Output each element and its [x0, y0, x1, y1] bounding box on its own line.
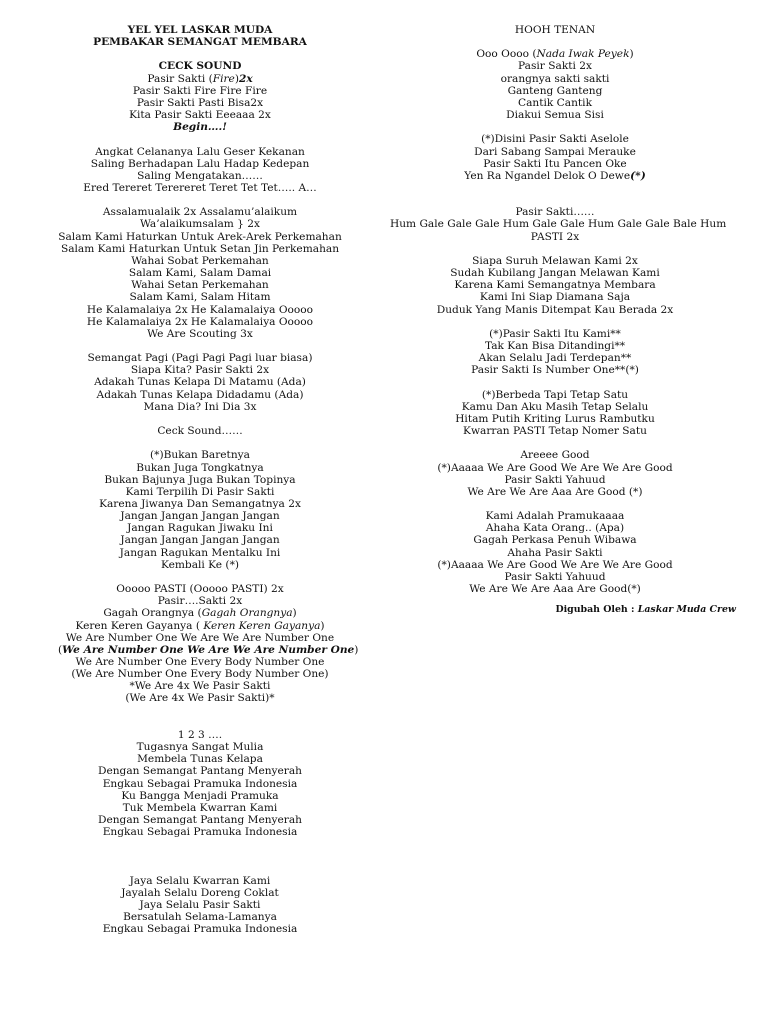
lyric-line: (We Are Number One We Are We Are Number One) [58, 643, 359, 656]
lyric-line: Dengan Semangat Pantang Menyerah [97, 765, 303, 778]
lyric-line: Tak Kan Bisa Ditandingi** [484, 339, 626, 352]
lyric-line: Semangat Pagi (Pagi Pagi Pagi luar biasa) [87, 352, 313, 365]
lyric-line: 1 2 3 …. [177, 728, 223, 741]
lyric-line: Saling Mengatakan…… [137, 169, 263, 182]
lyric-line: Jaya Selalu Kwarran Kami [129, 874, 271, 887]
lyric-line: Pasir Sakti…… [515, 206, 595, 219]
lyric-line: Pasir Sakti Yahuud [504, 570, 606, 583]
check-sound-heading: CECK SOUND [158, 60, 242, 73]
lyric-line: Ooooo PASTI (Ooooo PASTI) 2x [116, 583, 284, 596]
lyric-line: Jangan Ragukan Mentalku Ini [119, 546, 281, 559]
lyric-line: We Are We Are Aaa Are Good(*) [469, 583, 641, 596]
lyric-line: Engkau Sebagai Pramuka Indonesia [102, 826, 298, 839]
lyric-line: Ahaha Pasir Sakti [507, 546, 603, 559]
lyric-line: (*)Aaaaa We Are Good We Are We Are Good [437, 558, 673, 571]
lyric-line: Salam Kami Haturkan Untuk Arek-Arek Perkemahan [58, 230, 342, 243]
lyric-line: Pasir Sakti Is Number One**(*) [471, 364, 639, 377]
lyric-line: Pasir Sakti Pasti Bisa2x [136, 96, 264, 109]
lyric-line: Siapa Kita? Pasir Sakti 2x [130, 364, 270, 377]
lyric-line: Wahai Setan Perkemahan [131, 279, 269, 292]
lyric-line: (*)Aaaaa We Are Good We Are We Are Good [437, 461, 673, 474]
lyric-line: Bukan Bajunya Juga Bukan Topinya [104, 473, 296, 486]
lyric-line: Kamu Dan Aku Masih Tetap Selalu [461, 400, 649, 413]
lyric-line: Keren Keren Gayanya ( Keren Keren Gayanya) [75, 619, 325, 632]
lyric-line: Jaya Selalu Pasir Sakti [139, 899, 261, 912]
lyric-line: Jangan Jangan Jangan Jangan [120, 510, 280, 523]
lyric-line: Diakui Semua Sisi [506, 109, 604, 122]
credit-label: Digubah Oleh : [555, 604, 638, 615]
lyric-line: Mana Dia? Ini Dia 3x [143, 400, 257, 413]
lyric-line: Gagah Orangnya (Gagah Orangnya) [103, 607, 297, 620]
lyric-line: Engkau Sebagai Pramuka Indonesia [102, 923, 298, 936]
credit-author: Laskar Muda Crew [637, 604, 736, 615]
lyric-line: (*)Pasir Sakti Itu Kami** [489, 327, 621, 340]
lyric-line: Dengan Semangat Pantang Menyerah [97, 814, 303, 827]
lyric-line: Engkau Sebagai Pramuka Indonesia [102, 777, 298, 790]
lyric-line: Ahaha Kata Orang.. (Apa) [485, 522, 625, 535]
lyric-line: (*)Berbeda Tapi Tetap Satu [481, 388, 629, 401]
lyric-line: Areeee Good [520, 449, 590, 462]
lyric-line: Hum Gale Gale Gale Hum Gale Gale Hum Gale Gale Bale Hum [390, 218, 727, 231]
lyric-line: Wa’alaikumsalam } 2x [139, 218, 261, 231]
lyric-line: He Kalamalaiya 2x He Kalamalaiya Ooooo [86, 315, 314, 328]
lyric-line: Tugasnya Sangat Mulia [136, 741, 264, 754]
lyric-line: Karena Jiwanya Dan Semangatnya 2x [99, 498, 301, 510]
begin-line: Begin….! [173, 121, 227, 134]
lyric-line: Kwarran PASTI Tetap Nomer Satu [463, 425, 647, 438]
lyric-line: Salam Kami, Salam Hitam [129, 291, 271, 304]
lyric-line: Salam Kami, Salam Damai [128, 267, 272, 280]
lyric-line: Salam Kami Haturkan Untuk Setan Jin Perkemahan [60, 242, 340, 255]
lyric-line: We Are Number One Every Body Number One [75, 656, 325, 669]
lyric-line: Jayalah Selalu Doreng Coklat [121, 886, 279, 899]
lyric-line: Dari Sabang Sampai Merauke [474, 145, 636, 158]
lyric-line: PASTI 2x [530, 230, 580, 243]
lyric-line: Angkat Celananya Lalu Geser Kekanan [95, 145, 305, 158]
lyric-line: Ooo Oooo (Nada Iwak Peyek) [476, 48, 634, 61]
lyric-line: Ku Bangga Menjadi Pramuka [121, 789, 279, 802]
lyric-line: Kami Terpilih Di Pasir Sakti [125, 485, 275, 498]
lyric-line: (*)Disini Pasir Sakti Aselole [481, 133, 629, 146]
lyric-line: Jangan Jangan Jangan Jangan [120, 534, 280, 547]
lyric-line: Adakah Tunas Kelapa Didadamu (Ada) [96, 388, 304, 401]
lyric-line: Wahai Sobat Perkemahan [131, 254, 269, 267]
credit-line [390, 604, 736, 615]
lyric-line: Kami Adalah Pramukaaaa [485, 510, 625, 523]
lyric-line: Kembali Ke (*) [160, 558, 239, 571]
lyric-line: orangnya sakti sakti [500, 72, 610, 85]
lyric-line: Duduk Yang Manis Ditempat Kau Berada 2x [436, 303, 674, 316]
lyric-line: Kita Pasir Sakti Eeeaaa 2x [129, 109, 271, 122]
lyric-line: Adakah Tunas Kelapa Di Matamu (Ada) [94, 376, 306, 389]
lyric-line: Pasir Sakti Fire Fire Fire [132, 84, 268, 97]
lyric-line: We Are Number One We Are We Are Number One [65, 631, 335, 644]
lyric-line: (*)Bukan Baretnya [150, 449, 250, 462]
lyric-line: Siapa Suruh Melawan Kami 2x [472, 254, 638, 267]
lyric-line: Pasir….Sakti 2x [157, 595, 243, 608]
lyric-line: Pasir Sakti (Fire)2x [147, 72, 253, 85]
lyric-line: We Are We Are Aaa Are Good (*) [467, 485, 643, 498]
lyric-line: Sudah Kubilang Jangan Melawan Kami [450, 267, 660, 280]
lyric-line: Cantik Cantik [518, 96, 592, 109]
lyric-line: Bukan Juga Tongkatnya [136, 461, 264, 474]
lyric-line: Akan Selalu Jadi Terdepan** [478, 352, 632, 365]
lyric-line: Ered Tereret Terereret Teret Tet Tet….. A… [83, 182, 317, 194]
left-column [58, 24, 359, 936]
lyric-line: Hitam Putih Kriting Lurus Rambutku [455, 412, 655, 425]
lyric-line: Gagah Perkasa Penuh Wibawa [473, 534, 637, 547]
lyric-line: *We Are 4x We Pasir Sakti [129, 680, 271, 693]
lyric-line: Pasir Sakti Yahuud [504, 473, 606, 486]
title-line-1: YEL YEL LASKAR MUDA [127, 24, 273, 36]
title-line-2: PEMBAKAR SEMANGAT MEMBARA [93, 36, 307, 49]
lyric-line: Pasir Sakti 2x [518, 60, 592, 73]
lyric-line: Ceck Sound…… [157, 425, 243, 438]
lyric-line: Jangan Ragukan Jiwaku Ini [127, 522, 273, 535]
right-column [390, 24, 727, 596]
lyric-line: Membela Tunas Kelapa [137, 753, 263, 766]
hooh-tenan-title: HOOH TENAN [514, 24, 596, 36]
lyric-line: Karena Kami Semangatnya Membara [454, 279, 656, 292]
lyric-line: (We Are 4x We Pasir Sakti)* [125, 692, 275, 705]
lyric-line: Kami Ini Siap Diamana Saja [479, 291, 631, 304]
lyric-line: He Kalamalaiya 2x He Kalamalaiya Ooooo [86, 303, 314, 316]
lyric-line: Tuk Membela Kwarran Kami [122, 801, 278, 814]
lyric-line: Yen Ra Ngandel Delok O Dewe(*) [464, 169, 646, 182]
lyric-line: Saling Berhadapan Lalu Hadap Kedepan [90, 157, 310, 170]
lyric-line: We Are Scouting 3x [147, 327, 253, 340]
lyric-line: Bersatulah Selama-Lamanya [123, 911, 277, 924]
lyric-line: Ganteng Ganteng [507, 84, 603, 97]
lyric-line: Assalamualaik 2x Assalamu’alaikum [102, 206, 298, 219]
lyric-line: Pasir Sakti Itu Pancen Oke [483, 157, 627, 170]
lyric-line: (We Are Number One Every Body Number One) [71, 668, 329, 681]
